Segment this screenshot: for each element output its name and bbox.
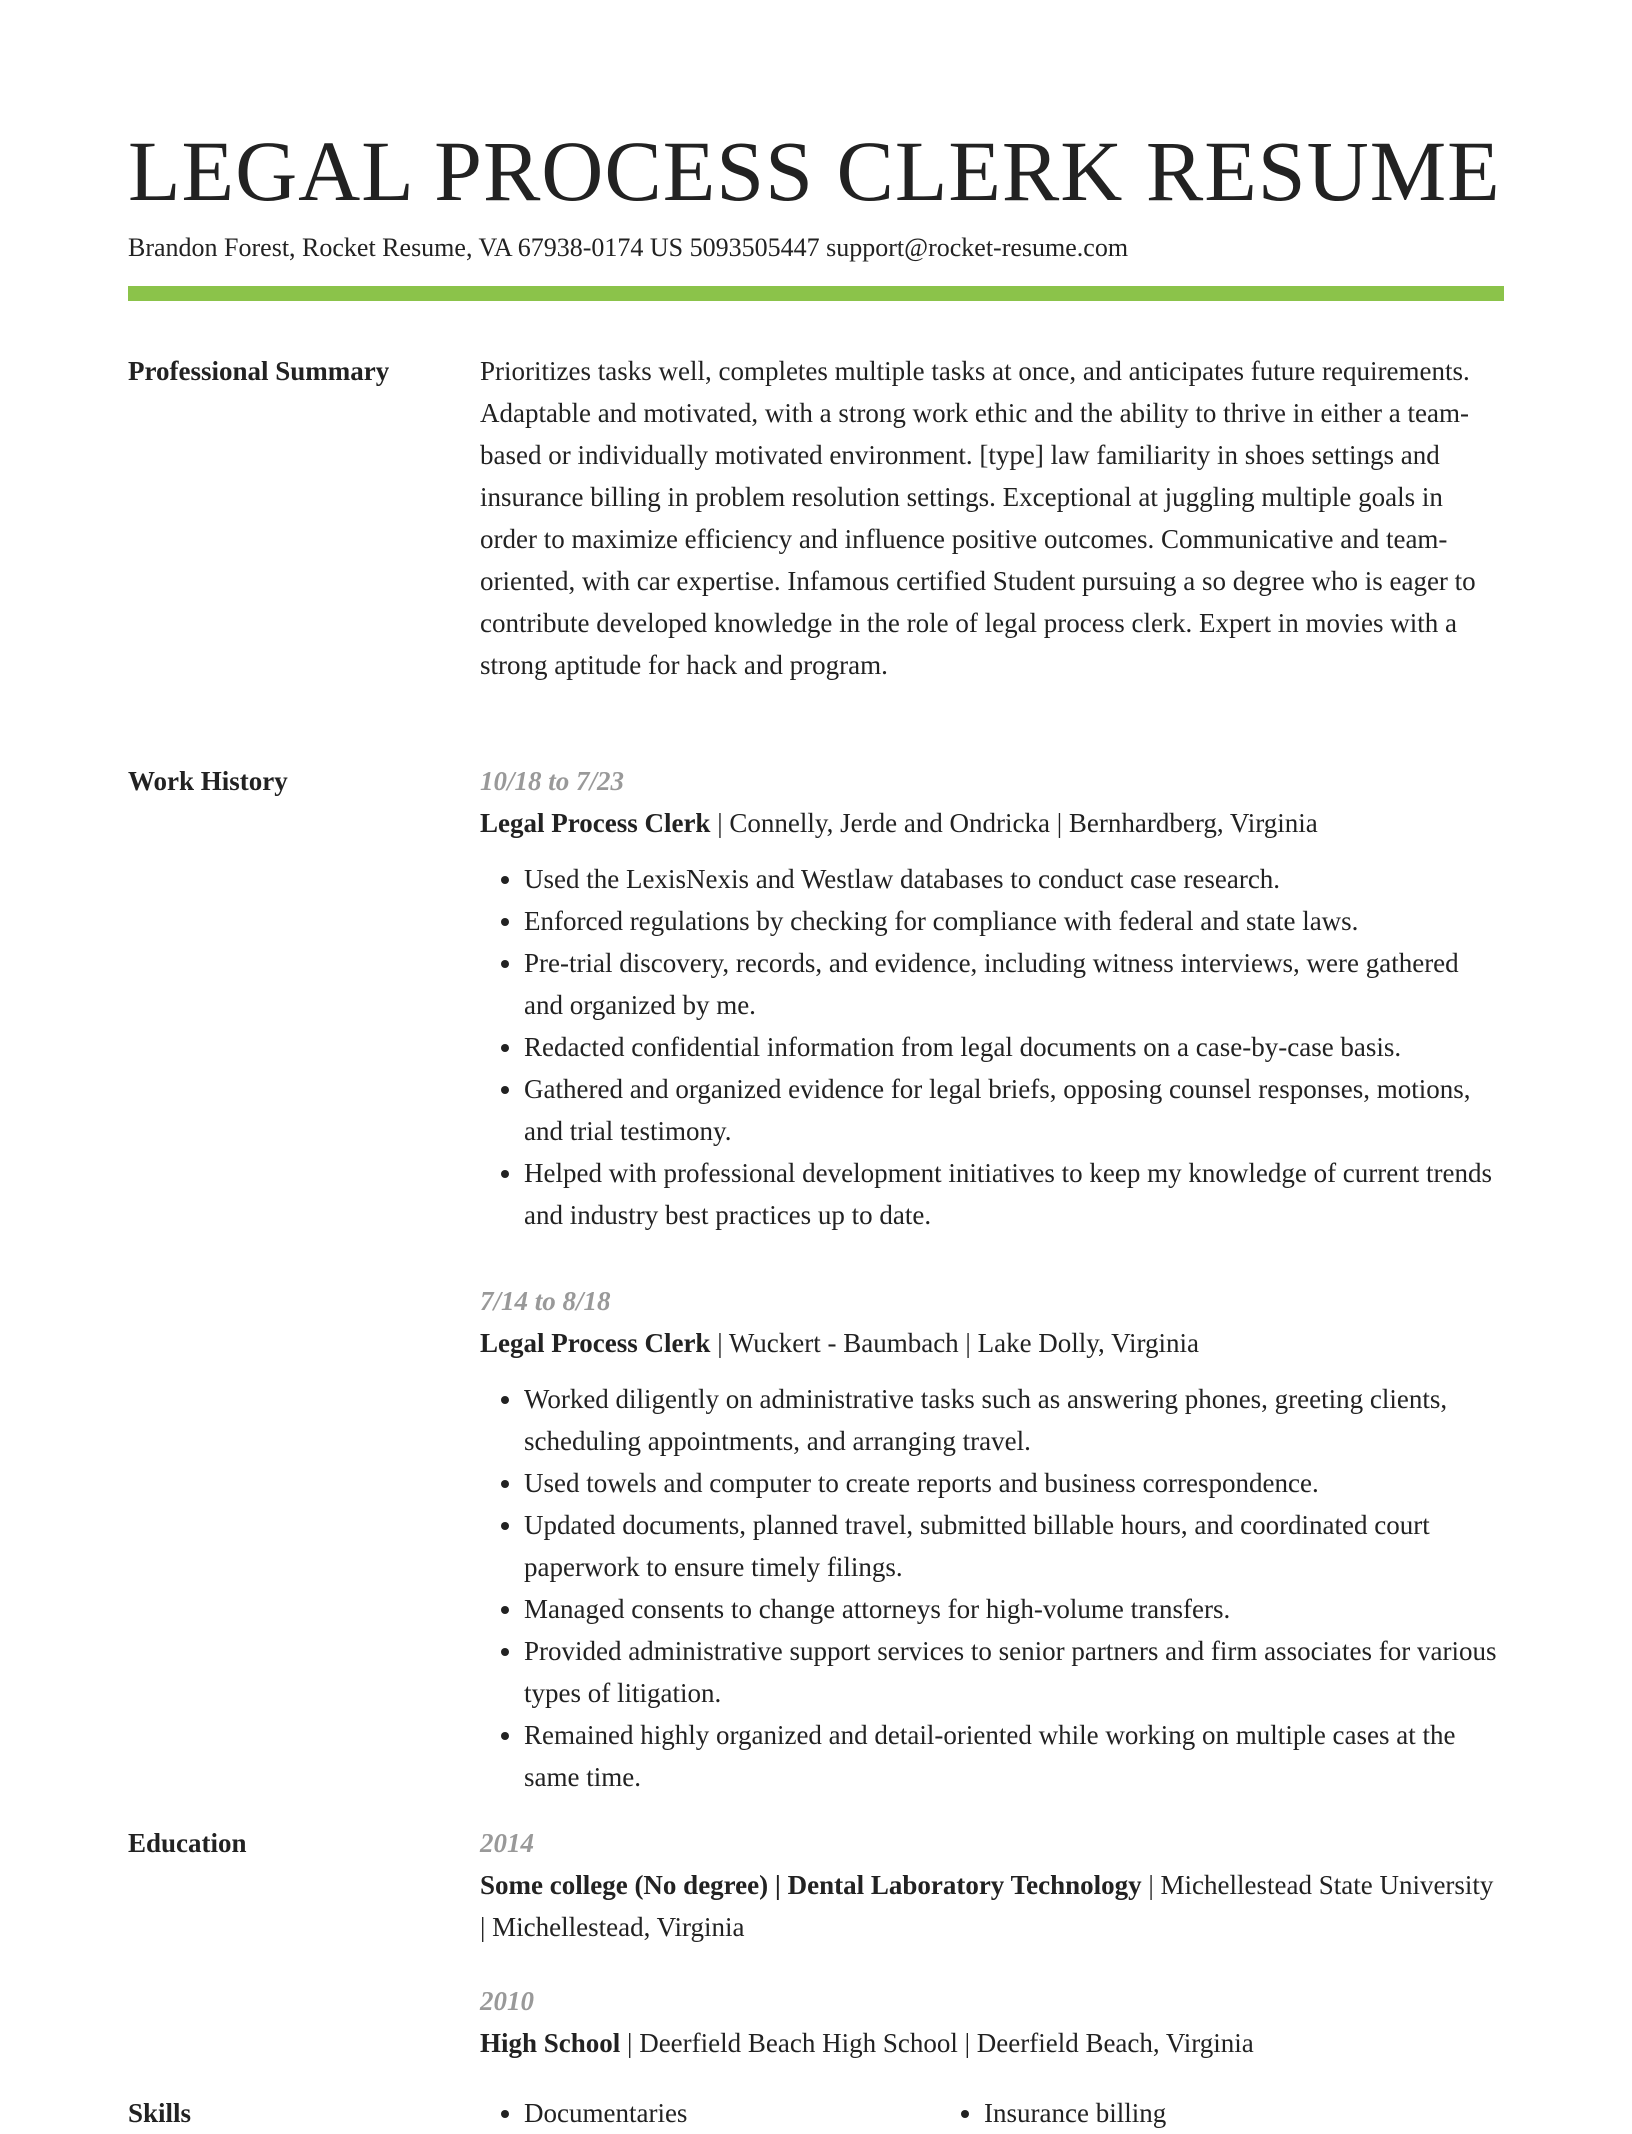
education-degree: High School [480,2028,621,2058]
education-details: | Deerfield Beach High School | Deerfield Beach, Virginia [620,2028,1254,2058]
education-year: 2010 [480,1986,534,2016]
job-title: Legal Process Clerk [480,808,711,838]
list-item: • Gathered and organized evidence for legal briefs, opposing counsel responses, motions, and trial testimony. [524,1068,1498,1152]
summary-text: Prioritizes tasks well, completes multiple tasks at once, and anticipates future requirements. Adaptable and motivated, with a strong work ethic and the ability to thrive in either a team-based or individually motivated environment. [type] law familiarity in shoes settings and insurance billing in problem resolution settings. Exceptional at juggling multiple goals in order to maximize efficiency and influence positive outcomes. Communicative and team-oriented, with car expertise. Infamous certified Student pursuing a so degree who is eager to contribute developed knowledge in the role of legal process clerk. Expert in movies with a strong aptitude for hack and program. [480,356,1476,680]
job-heading [480,802,1498,844]
resume-title: LEGAL PROCESS CLERK RESUME [128,123,1501,219]
job-entry [480,1280,1498,1798]
education-entry [480,1980,1498,2064]
skills-list [480,2092,1498,2134]
list-item: • Provided administrative support services to senior partners and firm associates for various types of litigation. [524,1630,1498,1714]
summary-heading: Professional Summary [128,356,390,386]
education-details: | Michellestead State University | Michellestead, Virginia [480,1870,1494,1942]
job-bullets [480,1378,1498,1798]
list-item: • Managed consents to change attorneys for high-volume transfers. [524,1588,1498,1630]
list-item: • Remained highly organized and detail-oriented while working on multiple cases at the same time. [524,1714,1498,1798]
list-item: • Worked diligently on administrative tasks such as answering phones, greeting clients, scheduling appointments, and arranging travel. [524,1378,1498,1462]
education-year: 2014 [480,1828,534,1858]
list-item: • Used the LexisNexis and Westlaw databases to conduct case research. [524,858,1498,900]
list-item: • Updated documents, planned travel, submitted billable hours, and coordinated court paperwork to ensure timely filings. [524,1504,1498,1588]
education-heading: Education [128,1828,247,1858]
job-entry [480,760,1498,1236]
list-item: • Enforced regulations by checking for compliance with federal and state laws. [524,900,1498,942]
education-heading-line [480,1864,1498,1948]
list-item: • Used towels and computer to create reports and business correspondence. [524,1462,1498,1504]
skills-section [480,2092,1498,2134]
education-section [480,1822,1498,2064]
job-details: | Wuckert - Baumbach | Lake Dolly, Virginia [710,1328,1199,1358]
accent-divider [128,286,1504,301]
list-item: • Helped with professional development initiatives to keep my knowledge of current trends and industry best practices up to date. [524,1152,1498,1236]
work-history-heading: Work History [128,766,288,796]
job-dates: 10/18 to 7/23 [480,766,625,796]
list-item: • Insurance billing [984,2092,1444,2134]
education-heading-line [480,2022,1498,2064]
contact-line: Brandon Forest, Rocket Resume, VA 67938-0174 US 5093505447 support@rocket-resume.com [128,233,1129,262]
education-entry [480,1822,1498,1948]
list-item: • Documentaries [524,2092,984,2134]
work-history-section [480,760,1498,1798]
job-dates: 7/14 to 8/18 [480,1286,611,1316]
summary-section [480,350,1498,686]
job-bullets [480,858,1498,1236]
education-degree: Some college (No degree) | Dental Laboratory Technology [480,1870,1142,1900]
list-item: • Redacted confidential information from legal documents on a case-by-case basis. [524,1026,1498,1068]
job-heading [480,1322,1498,1364]
job-title: Legal Process Clerk [480,1328,711,1358]
job-details: | Connelly, Jerde and Ondricka | Bernhardberg, Virginia [710,808,1318,838]
list-item: • Pre-trial discovery, records, and evidence, including witness interviews, were gathered and organized by me. [524,942,1498,1026]
skills-heading: Skills [128,2098,192,2128]
